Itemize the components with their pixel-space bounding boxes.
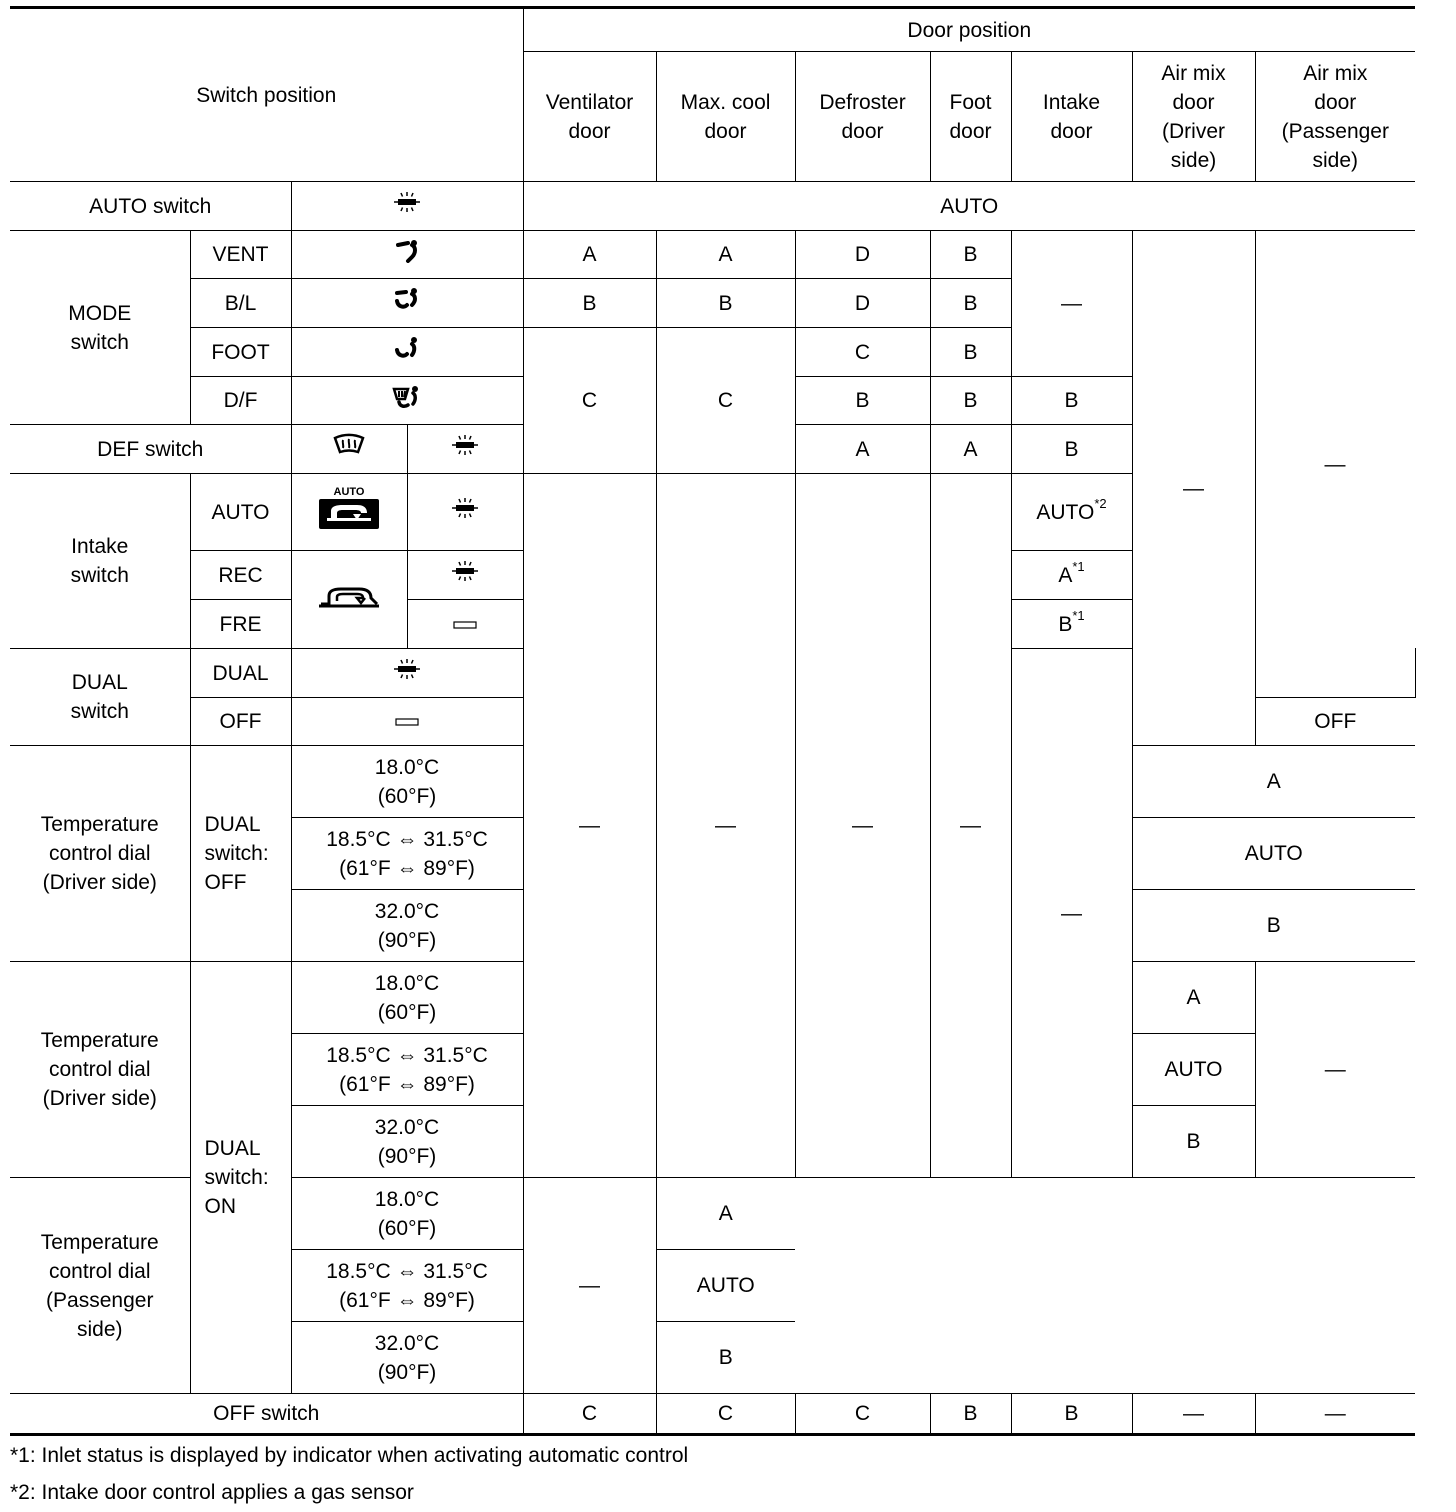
vent-max-cool: A <box>656 231 795 279</box>
foot-df-ventilator: C <box>523 328 656 474</box>
mode-df-label: D/F <box>190 377 291 425</box>
col-foot-door: Foot door <box>930 52 1011 182</box>
temp-on-passenger-32: 32.0°C (90°F) <box>291 1322 523 1394</box>
upper-airmix-driver-dash <box>1132 231 1255 746</box>
intake-auto-icon-cell <box>291 474 407 551</box>
temp-off-range-value: AUTO <box>1132 818 1415 890</box>
temp-on-passenger-label: Temperature control dial (Passenger side) <box>10 1178 190 1394</box>
off-switch-label: OFF switch <box>10 1394 523 1435</box>
temp-on-passenger-driver-dash <box>523 1178 656 1394</box>
temp-on-driver-18: 18.0°C (60°F) <box>291 962 523 1034</box>
lower-max-cool-dash <box>656 474 795 1178</box>
def-foot: A <box>930 425 1011 474</box>
temp-on-dual-label: DUAL switch: ON <box>190 962 291 1394</box>
lower-foot-dash <box>930 474 1011 1178</box>
bl-defroster: D <box>795 279 930 328</box>
off-airmix-passenger-dash <box>1255 1394 1415 1435</box>
col-max-cool-door: Max. cool door <box>656 52 795 182</box>
indicator-lit-icon <box>448 497 482 527</box>
lower-defroster-dash <box>795 474 930 1178</box>
intake-auto-label: AUTO <box>190 474 291 551</box>
df-foot: B <box>930 377 1011 425</box>
upper-airmix-passenger-dash <box>1255 231 1415 698</box>
temp-on-driver-range: 18.5°C ⇔ 31.5°C (61°F ⇔ 89°F) <box>291 1034 523 1106</box>
temp-on-driver-label: Temperature control dial (Driver side) <box>10 962 190 1178</box>
temp-on-passenger-18: 18.0°C (60°F) <box>291 1178 523 1250</box>
bilevel-mode-icon <box>392 287 422 319</box>
mode-foot-label: FOOT <box>190 328 291 377</box>
intake-auto-value: AUTO$^{*2}$ <box>1011 474 1132 551</box>
indicator-lit-icon <box>390 658 424 688</box>
lower-ventilator-dash <box>523 474 656 1178</box>
defrost-foot-mode-icon <box>391 385 423 417</box>
footnote-1: *1: Inlet status is displayed by indicator when activating automatic control <box>10 1444 689 1467</box>
mode-intake-dash <box>1011 231 1132 377</box>
auto-switch-value: AUTO <box>523 182 1415 231</box>
def-defroster: A <box>795 425 930 474</box>
indicator-off-icon <box>452 610 478 639</box>
temp-on-driver-32: 32.0°C (90°F) <box>291 1106 523 1178</box>
intake-rec-label: REC <box>190 551 291 600</box>
dual-switch-label: DUAL switch <box>10 649 190 746</box>
temp-off-18: 18.0°C (60°F) <box>291 746 523 818</box>
bl-max-cool: B <box>656 279 795 328</box>
foot-defroster: C <box>795 328 930 377</box>
temp-off-18-value: A <box>1132 746 1415 818</box>
intake-auto-icon <box>317 485 381 539</box>
switch-position-header: Switch position <box>10 8 523 182</box>
temp-on-driver-18-value: A <box>1132 962 1255 1034</box>
off-intake: B <box>1011 1394 1132 1435</box>
auto-switch-label: AUTO switch <box>10 182 291 231</box>
col-ventilator-door: Ventilator door <box>523 52 656 182</box>
footnote-2: *2: Intake door control applies a gas sensor <box>10 1481 414 1504</box>
def-indicator-cell <box>407 425 523 474</box>
df-intake: B <box>1011 377 1132 425</box>
indicator-lit-icon <box>448 434 482 464</box>
temp-off-32-value: B <box>1132 890 1415 962</box>
intake-fre-value: $B^{*1}$ <box>1011 600 1132 649</box>
bl-ventilator: B <box>523 279 656 328</box>
intake-fre-indicator-cell <box>407 600 523 649</box>
dual-dual-label: DUAL <box>190 649 291 698</box>
col-airmix-passenger: Air mix door (Passenger side) <box>1255 52 1415 182</box>
intake-rec-indicator-cell <box>407 551 523 600</box>
lower-intake-dash <box>1011 649 1132 1178</box>
defrost-icon <box>332 433 366 465</box>
foot-df-max-cool: C <box>656 328 795 474</box>
intake-switch-label: Intake switch <box>10 474 190 649</box>
col-intake-door: Intake door <box>1011 52 1132 182</box>
temp-on-passenger-range: 18.5°C ⇔ 31.5°C (61°F ⇔ 89°F) <box>291 1250 523 1322</box>
temp-off-32: 32.0°C (90°F) <box>291 890 523 962</box>
vent-mode-icon <box>392 239 422 271</box>
temp-off-driver-label: Temperature control dial (Driver side) <box>10 746 190 962</box>
vent-ventilator: A <box>523 231 656 279</box>
door-position-header: Door position <box>523 8 1415 52</box>
temp-off-dual-label: DUAL switch: OFF <box>190 746 291 962</box>
indicator-off-icon <box>394 707 420 736</box>
off-ventilator: C <box>523 1394 656 1435</box>
def-switch-label: DEF switch <box>10 425 291 474</box>
off-foot: B <box>930 1394 1011 1435</box>
temp-on-driver-passenger-dash <box>1255 962 1415 1178</box>
off-defroster: C <box>795 1394 930 1435</box>
off-airmix-driver-dash <box>1132 1394 1255 1435</box>
vent-defroster: D <box>795 231 930 279</box>
auto-switch-indicator <box>291 182 523 231</box>
mode-bl-icon-cell <box>291 279 523 328</box>
intake-recirc-icon-cell <box>291 551 407 649</box>
svg-text:AUTO: AUTO <box>333 486 365 498</box>
temp-off-range: 18.5°C ⇔ 31.5°C (61°F ⇔ 89°F) <box>291 818 523 890</box>
col-airmix-driver: Air mix door (Driver side) <box>1132 52 1255 182</box>
door-position-table <box>10 6 1415 1436</box>
mode-foot-icon-cell <box>291 328 523 377</box>
intake-fre-label: FRE <box>190 600 291 649</box>
bl-foot: B <box>930 279 1011 328</box>
df-defroster: B <box>795 377 930 425</box>
mode-vent-icon-cell <box>291 231 523 279</box>
mode-df-icon-cell <box>291 377 523 425</box>
dual-off-indicator-cell <box>291 698 523 746</box>
vent-foot: B <box>930 231 1011 279</box>
def-intake: B <box>1011 425 1132 474</box>
recirculation-icon <box>317 582 381 618</box>
dual-off-passenger: OFF <box>1255 698 1415 746</box>
temp-on-driver-range-value: AUTO <box>1132 1034 1255 1106</box>
temp-on-passenger-32-value: B <box>656 1322 795 1394</box>
mode-vent-label: VENT <box>190 231 291 279</box>
mode-switch-label: MODE switch <box>10 231 190 425</box>
off-max-cool: C <box>656 1394 795 1435</box>
indicator-lit-icon <box>390 191 424 221</box>
foot-foot: B <box>930 328 1011 377</box>
intake-auto-indicator-cell <box>407 474 523 551</box>
col-defroster-door: Defroster door <box>795 52 930 182</box>
mode-bl-label: B/L <box>190 279 291 328</box>
indicator-lit-icon <box>448 560 482 590</box>
foot-mode-icon <box>392 336 422 368</box>
temp-on-passenger-range-value: AUTO <box>656 1250 795 1322</box>
dual-off-label: OFF <box>190 698 291 746</box>
dual-dual-indicator-cell <box>291 649 523 698</box>
intake-rec-value: $A^{*1}$ <box>1011 551 1132 600</box>
def-icon-cell <box>291 425 407 474</box>
temp-on-passenger-18-value: A <box>656 1178 795 1250</box>
temp-on-driver-32-value: B <box>1132 1106 1255 1178</box>
